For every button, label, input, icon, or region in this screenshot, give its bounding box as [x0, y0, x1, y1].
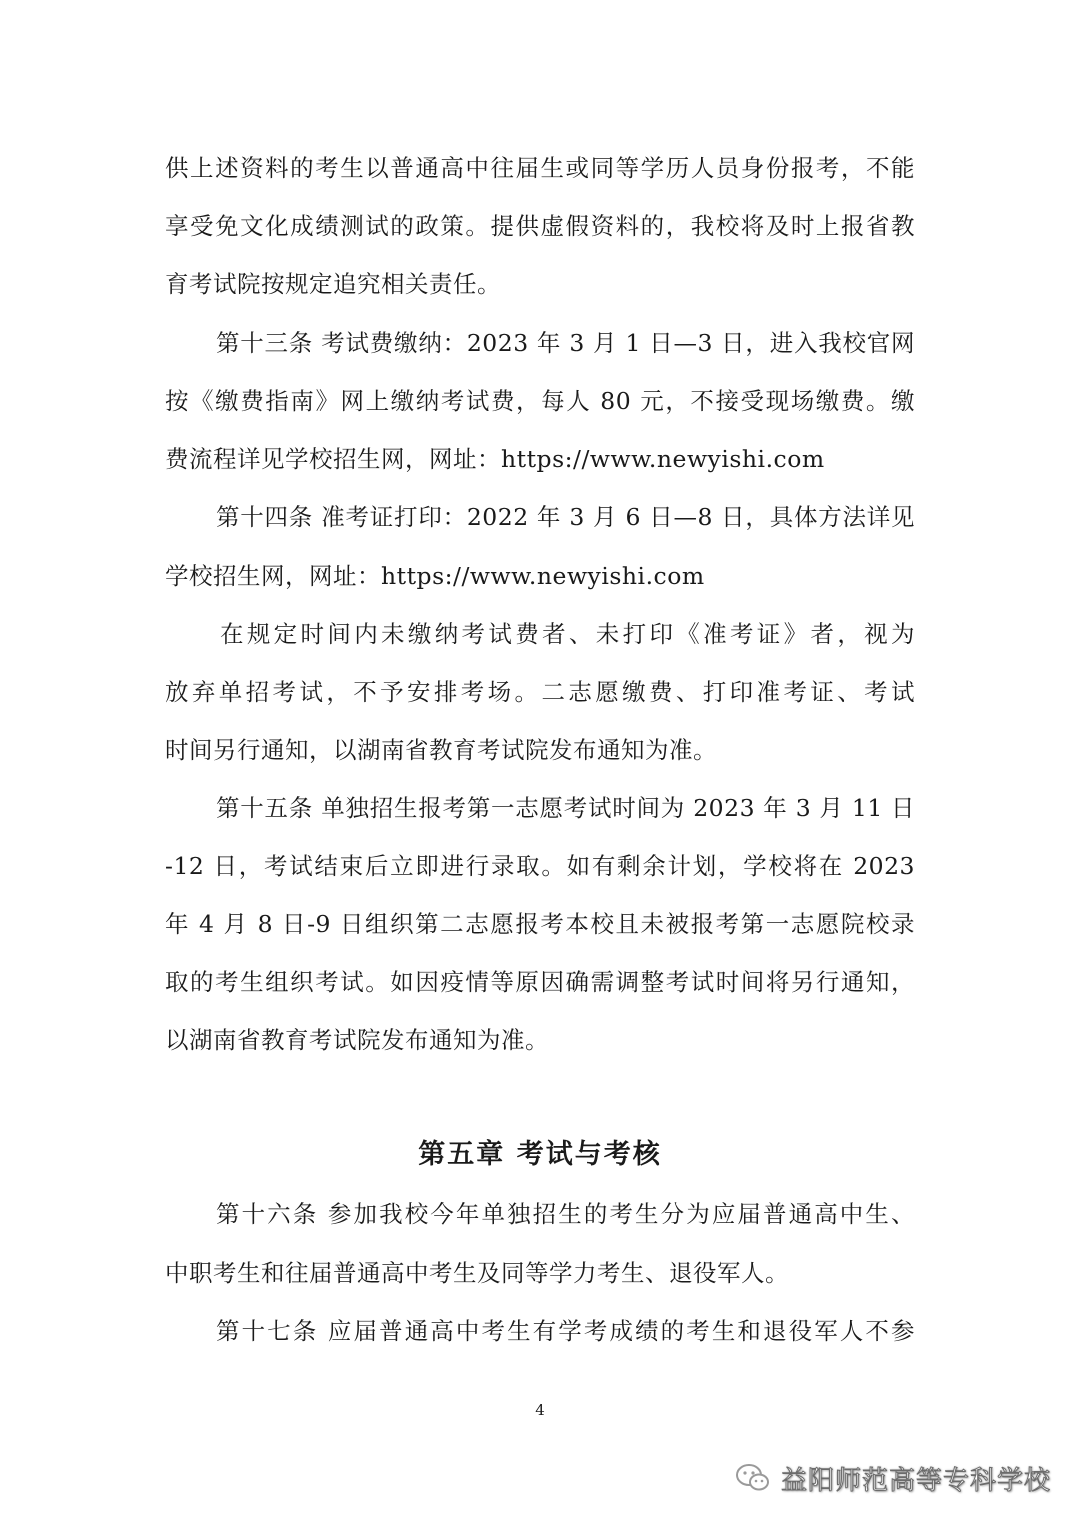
text-line: 在规定时间内未缴纳考试费者、未打印《准考证》者，视为 [220, 620, 915, 648]
text-line: 费流程详见学校招生网，网址：https://www.newyishi.com [165, 445, 825, 473]
text-line: 以湖南省教育考试院发布通知为准。 [165, 1026, 549, 1054]
wechat-icon [735, 1462, 771, 1494]
text-line: 第十三条 考试费缴纳：2023 年 3 月 1 日—3 日，进入我校官网 [216, 329, 915, 357]
text-line: 放弃单招考试，不予安排考场。二志愿缴费、打印准考证、考试 [165, 678, 915, 706]
text-line: 取的考生组织考试。如因疫情等原因确需调整考试时间将另行通知， [165, 968, 915, 996]
text-line: 第十七条 应届普通高中考生有学考成绩的考生和退役军人不参 [216, 1317, 915, 1345]
text-line: -12 日，考试结束后立即进行录取。如有剩余计划，学校将在 2023 [165, 852, 915, 880]
text-line: 第十四条 准考证打印：2022 年 3 月 6 日—8 日，具体方法详见 [216, 503, 915, 531]
chapter-title: 第五章 考试与考核 [418, 1139, 662, 1170]
text-line: 中职考生和往届普通高中考生及同等学力考生、退役军人。 [165, 1259, 789, 1287]
text-line: 享受免文化成绩测试的政策。提供虚假资料的，我校将及时上报省教 [165, 212, 915, 240]
watermark-text: 益阳师范高等专科学校 [781, 1465, 1052, 1496]
text-line: 年 4 月 8 日-9 日组织第二志愿报考本校且未被报考第一志愿院校录 [165, 910, 915, 938]
text-line: 第十五条 单独招生报考第一志愿考试时间为 2023 年 3 月 11 日 [216, 794, 915, 822]
wechat-watermark [735, 1458, 1051, 1498]
text-line: 第十六条 参加我校今年单独招生的考生分为应届普通高中生、 [216, 1200, 915, 1228]
page-number: 4 [535, 1401, 545, 1419]
text-line: 时间另行通知，以湖南省教育考试院发布通知为准。 [165, 736, 717, 764]
text-line: 供上述资料的考生以普通高中往届生或同等学历人员身份报考，不能 [165, 154, 915, 182]
text-line: 按《缴费指南》网上缴纳考试费，每人 80 元，不接受现场缴费。缴 [165, 387, 915, 415]
text-line: 学校招生网，网址：https://www.newyishi.com [165, 562, 705, 590]
text-line: 育考试院按规定追究相关责任。 [165, 270, 501, 298]
